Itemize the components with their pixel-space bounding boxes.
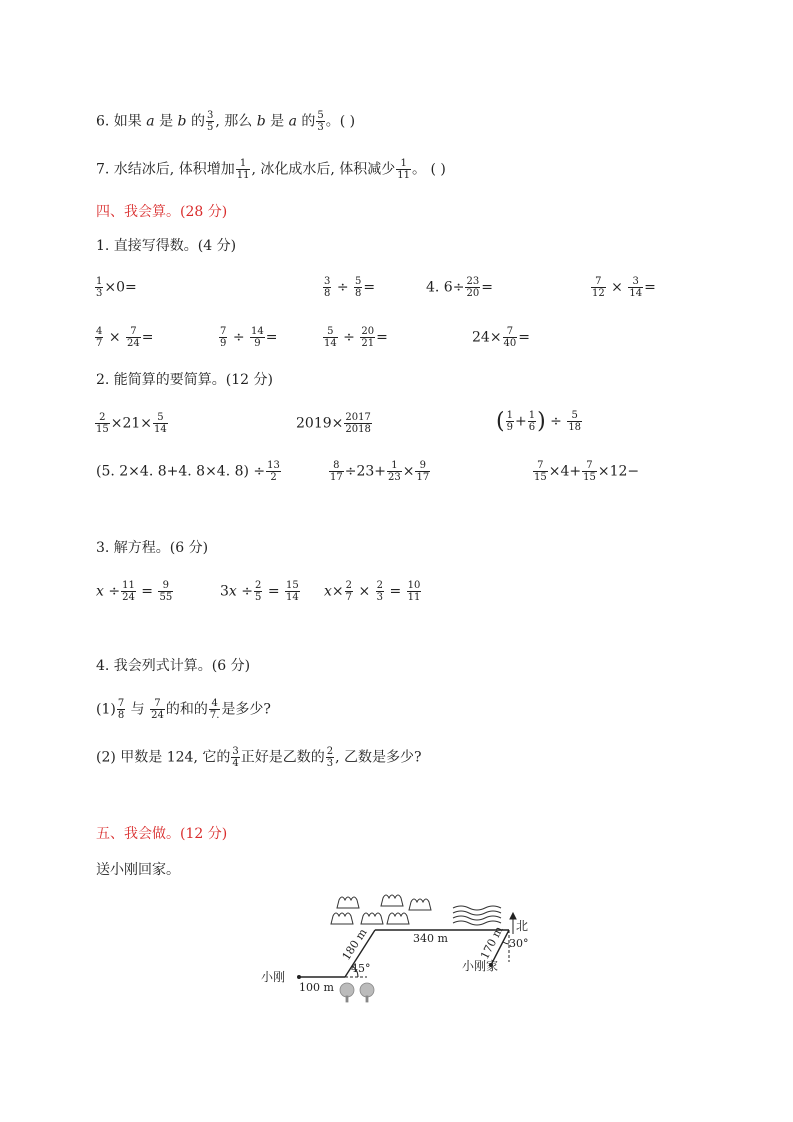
label-angle1: 45°: [351, 962, 371, 975]
word-problem-2: (2) 甲数是 124, 它的 $\frac{3}{4}$ 正好是乙数的 $\frac{2}{3}$ , 乙数是多少?: [96, 746, 422, 769]
part-5-text: 送小刚回家。: [96, 862, 180, 878]
tree-icon: [340, 983, 374, 1002]
label-seg1: 100 m: [299, 981, 334, 994]
label-start: 小刚: [261, 970, 286, 984]
equation-3: x× $\frac{2}{7}$ × $\frac{2}{3}$ = $\frac{10}{11}$: [324, 580, 421, 603]
calc-1a: $\frac{1}{3}$ ×0=: [96, 276, 137, 299]
calc-1d: $\frac{7}{12}$ × $\frac{3}{14}$ =: [592, 276, 656, 299]
simplify-5: $\frac{8}{17}$ ÷23+ $\frac{1}{23}$ × $\frac{9}{17}$: [330, 460, 430, 483]
part-1-title: 1. 直接写得数。(4 分): [96, 238, 237, 254]
label-seg3: 340 m: [413, 932, 448, 945]
equation-2: 3x ÷ $\frac{2}{5}$ = $\frac{15}{14}$: [220, 580, 299, 603]
river-icon: [453, 906, 501, 925]
calc-2d: 24× $\frac{7}{40}$ =: [472, 326, 531, 349]
answer-blank[interactable]: 。( ): [325, 113, 356, 130]
label-angle2: 30°: [509, 937, 529, 950]
simplify-1: $\frac{2}{15}$ ×21× $\frac{5}{14}$: [96, 412, 167, 435]
calc-2a: $\frac{4}{7}$ × $\frac{7}{24}$ =: [96, 326, 154, 349]
calc-2c: $\frac{5}{14}$ ÷ $\frac{20}{21}$ =: [324, 326, 388, 349]
label-seg2: 180 m: [339, 926, 370, 963]
word-problem-1: (1) $\frac{7}{8}$ 与 $\frac{7}{24}$ 的和的 $\frac{4}{7.}$ 是多少?: [96, 698, 271, 721]
calc-2b: $\frac{7}{9}$ ÷ $\frac{14}{9}$ =: [220, 326, 278, 349]
calc-1c: 4. 6÷ $\frac{23}{20}$ =: [426, 276, 493, 299]
equation-1: x ÷ $\frac{11}{24}$ = $\frac{9}{55}$: [96, 580, 173, 603]
fraction: $\frac{1}{11}$: [236, 158, 250, 181]
question-6: 6. 如果 a 是 b 的 $\frac{3}{5}$ , 那么 b 是 a 的 $\frac{5}{3}$ 。( ): [96, 110, 356, 133]
part-2-title: 2. 能简算的要简算。(12 分): [96, 372, 273, 388]
fraction: $\frac{3}{5}$: [206, 110, 214, 133]
fraction: $\frac{5}{3}$: [317, 110, 324, 133]
label-home: 小刚家: [462, 959, 499, 973]
calc-1b: $\frac{3}{8}$ ÷ $\frac{5}{8}$ =: [324, 276, 376, 299]
section-4-title: 四、我会算。(28 分): [96, 204, 228, 220]
route-map: [255, 886, 545, 1006]
fraction: $\frac{1}{11}$: [397, 158, 410, 181]
part-3-title: 3. 解方程。(6 分): [96, 540, 209, 556]
part-4-title: 4. 我会列式计算。(6 分): [96, 658, 251, 674]
bush-icon: [331, 895, 431, 924]
question-7: 7. 水结冰后, 体积增加 $\frac{1}{11}$ , 冰化成水后, 体积减少 $\frac{1}{11}$ 。 ( ): [96, 158, 446, 181]
label-north: 北: [516, 919, 529, 933]
simplify-4: (5. 2×4. 8+4. 8×4. 8) ÷ $\frac{13}{2}$: [96, 460, 280, 483]
label-seg4: 170 m: [478, 924, 506, 962]
section-5-title: 五、我会做。(12 分): [96, 826, 228, 842]
start-point: [297, 975, 301, 979]
simplify-3: ( $\frac{1}{9}$ + $\frac{1}{6}$ ) ÷ $\frac{5}{18}$: [496, 408, 582, 434]
simplify-6: $\frac{7}{15}$ ×4+ $\frac{7}{15}$ ×12−: [534, 460, 640, 483]
answer-blank[interactable]: 。 ( ): [412, 161, 446, 178]
simplify-2: 2019× $\frac{2017}{2018}$: [296, 412, 371, 435]
